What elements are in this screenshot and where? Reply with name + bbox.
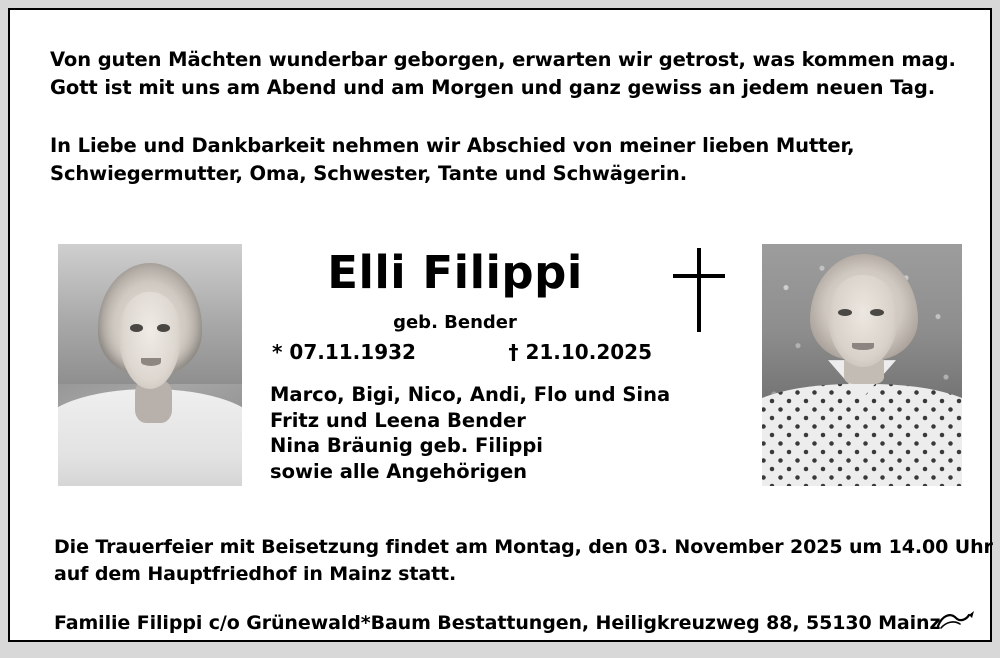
survivors-line-1: Marco, Bigi, Nico, Andi, Flo und Sina	[270, 383, 671, 406]
service-line-2: auf dem Hauptfriedhof in Mainz statt.	[54, 562, 457, 585]
funeral-home-logo-icon	[936, 606, 976, 632]
contact-line: Familie Filippi c/o Grünewald*Baum Bestattungen, Heiligkreuzweg 88, 55130 Mainz	[54, 612, 941, 634]
deceased-born-name	[10, 312, 990, 333]
deceased-name	[10, 246, 990, 299]
cross-horizontal-bar	[673, 274, 725, 278]
cross-vertical-bar	[697, 248, 701, 332]
service-line-1: Die Trauerfeier mit Beisetzung findet am Montag, den 03. November 2025 um 14.00 Uhr	[54, 536, 993, 558]
verse-line-1: Von guten Mächten wunderbar geborgen, erwarten wir getrost, was kommen mag.	[50, 48, 956, 71]
photo-right-polka-dot-blouse	[762, 384, 962, 486]
birth-date: * 07.11.1932	[272, 340, 416, 364]
life-dates	[272, 340, 652, 364]
survivors-line-4: sowie alle Angehörigen	[270, 460, 528, 484]
verse-line-2: Gott ist mit uns am Abend und am Morgen und ganz gewiss an jedem neuen Tag.	[50, 75, 935, 99]
verse-block	[50, 46, 956, 101]
obituary-inner	[10, 10, 993, 640]
service-details	[54, 534, 993, 588]
obituary-card	[8, 8, 992, 642]
photo-right-mouth	[852, 343, 874, 349]
death-date: † 21.10.2025	[508, 340, 652, 364]
intro-line-1: In Liebe und Dankbarkeit nehmen wir Abschied von meiner lieben Mutter,	[50, 134, 855, 157]
deceased-born-name-text: geb. Bender	[393, 312, 517, 333]
deceased-name-text: Elli Filippi	[327, 246, 583, 299]
survivors-line-3: Nina Bräunig geb. Filippi	[270, 434, 543, 458]
intro-block	[50, 132, 950, 187]
christian-cross-icon	[673, 248, 725, 332]
intro-line-2: Schwiegermutter, Oma, Schwester, Tante und Schwägerin.	[50, 161, 688, 185]
survivors-line-2: Fritz und Leena Bender	[270, 408, 526, 432]
survivors-block	[270, 382, 670, 485]
